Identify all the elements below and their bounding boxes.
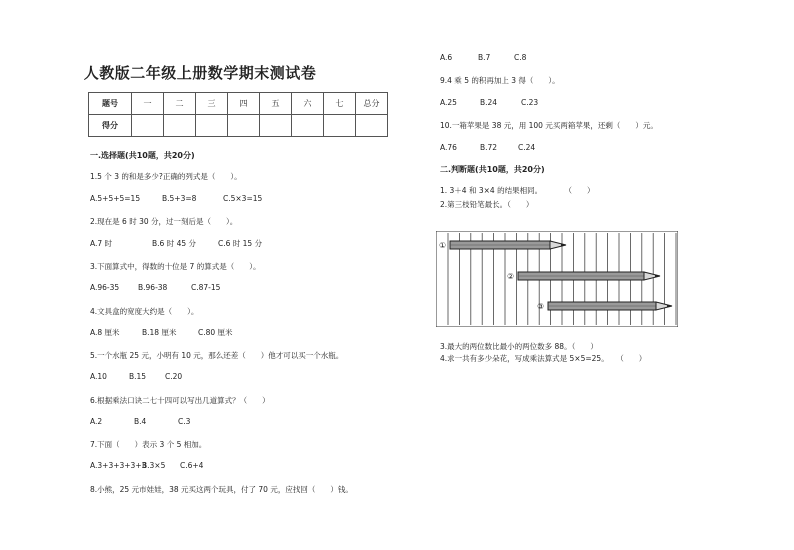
option-b[interactable]: B.7 [478, 53, 491, 62]
option-b[interactable]: B.3×5 [142, 461, 166, 470]
score-cell[interactable] [132, 115, 164, 137]
score-cell[interactable] [164, 115, 196, 137]
option-a[interactable]: A.76 [440, 143, 457, 152]
section-heading-judgement: 二.判断题(共10题，共20分) [440, 165, 545, 174]
question-10-options [440, 143, 535, 152]
score-header-cell: 五 [260, 93, 292, 115]
question-9-options [440, 98, 538, 107]
option-a[interactable]: A.5+5+5=15 [90, 194, 141, 203]
option-b[interactable]: B.15 [129, 372, 147, 381]
question-10: 10.一箱苹果是 38 元，用 100 元买两箱苹果，还剩（ ）元。 [440, 121, 658, 130]
question-2: 2.现在是 6 时 30 分，过一刻后是（ ）。 [90, 217, 238, 226]
option-b[interactable]: B.72 [480, 143, 498, 152]
option-b[interactable]: B.96-38 [138, 283, 168, 292]
score-header-cell: 题号 [89, 93, 132, 115]
question-4: 4.文具盒的宽度大约是（ ）。 [90, 307, 199, 316]
question-3-options [90, 283, 220, 292]
score-cell[interactable] [228, 115, 260, 137]
option-a[interactable]: A.2 [90, 417, 103, 426]
option-a[interactable]: A.10 [90, 372, 107, 381]
pencil-1 [450, 241, 566, 249]
section-heading-choice: 一.选择题(共10题，共20分) [90, 151, 195, 160]
option-c[interactable]: C.6 时 15 分 [218, 239, 263, 248]
score-header-cell: 一 [132, 93, 164, 115]
score-cell[interactable] [260, 115, 292, 137]
question-6: 6.根据乘法口诀二七十四可以写出几道算式？（ ） [90, 396, 270, 405]
option-c[interactable]: C.87-15 [191, 283, 221, 292]
judgement-2: 2.第三枝铅笔最长。（ ） [440, 200, 534, 209]
option-c[interactable]: C.8 [514, 53, 527, 62]
pencil-label-2: ② [507, 272, 515, 281]
option-b[interactable]: B.4 [134, 417, 147, 426]
pencil-label-3: ③ [537, 302, 545, 311]
question-1: 1.5 个 3 的和是多少?正确的列式是（ ）。 [90, 172, 242, 181]
question-9: 9.4 乘 5 的积再加上 3 得（ ）。 [440, 76, 560, 85]
option-c[interactable]: C.5×3=15 [223, 194, 263, 203]
option-b[interactable]: B.24 [480, 98, 498, 107]
judgement-1: 1. 3＋4 和 3×4 的结果相同。 （ ） [440, 186, 595, 195]
score-header-cell: 二 [164, 93, 196, 115]
option-b[interactable]: B.18 厘米 [142, 328, 177, 337]
score-header-cell: 六 [292, 93, 324, 115]
pencil-3 [548, 302, 672, 310]
score-cell[interactable] [292, 115, 324, 137]
option-a[interactable]: A.7 时 [90, 239, 113, 248]
score-header-cell: 七 [324, 93, 356, 115]
option-a[interactable]: A.6 [440, 53, 453, 62]
score-row-label: 得分 [89, 115, 132, 137]
score-header-cell: 四 [228, 93, 260, 115]
judgement-4: 4.求一共有多少朵花，写成乘法算式是 5×5=25。 （ ） [440, 354, 647, 363]
page-title: 人教版二年级上册数学期末测试卷 [83, 64, 317, 82]
score-cell[interactable] [196, 115, 228, 137]
judgement-3: 3.最大的两位数比最小的两位数多 88。（ ） [440, 342, 598, 351]
option-c[interactable]: C.20 [165, 372, 183, 381]
option-c[interactable]: C.24 [518, 143, 536, 152]
option-b[interactable]: B.5+3=8 [162, 194, 197, 203]
score-table-score-row [89, 115, 388, 137]
option-a[interactable]: A.96-35 [90, 283, 120, 292]
question-5-options [90, 372, 182, 381]
pencil-label-1: ① [439, 241, 447, 250]
question-6-options [90, 417, 190, 426]
score-table-header-row [89, 93, 388, 115]
question-3: 3.下面算式中，得数的十位是 7 的算式是（ ）。 [90, 262, 261, 271]
question-5: 5.一个水瓶 25 元，小明有 10 元，那么还差（ ）他才可以买一个水瓶。 [90, 351, 344, 360]
option-a[interactable]: A.3+3+3+3+3 [90, 461, 147, 470]
question-7-options [90, 461, 203, 470]
score-cell[interactable] [356, 115, 388, 137]
option-c[interactable]: C.23 [521, 98, 539, 107]
score-header-cell: 总分 [356, 93, 388, 115]
question-8-options [440, 53, 526, 62]
question-2-options [90, 238, 262, 249]
option-a[interactable]: A.25 [440, 98, 457, 107]
score-table [88, 92, 388, 137]
option-b[interactable]: B.6 时 45 分 [152, 239, 196, 248]
score-header-cell: 三 [196, 93, 228, 115]
question-4-options [90, 327, 233, 338]
option-c[interactable]: C.3 [178, 417, 191, 426]
question-8: 8.小熊，25 元市娃娃，38 元买这两个玩具，付了 70 元，应找回（ ）钱。 [90, 485, 353, 494]
option-c[interactable]: C.6+4 [180, 461, 204, 470]
score-cell[interactable] [324, 115, 356, 137]
option-a[interactable]: A.8 厘米 [90, 328, 120, 337]
option-c[interactable]: C.80 厘米 [198, 328, 233, 337]
pencils-figure [436, 231, 678, 327]
pencil-2 [518, 272, 660, 280]
question-1-options [90, 194, 262, 203]
question-7: 7.下面（ ）表示 3 个 5 相加。 [90, 440, 207, 449]
